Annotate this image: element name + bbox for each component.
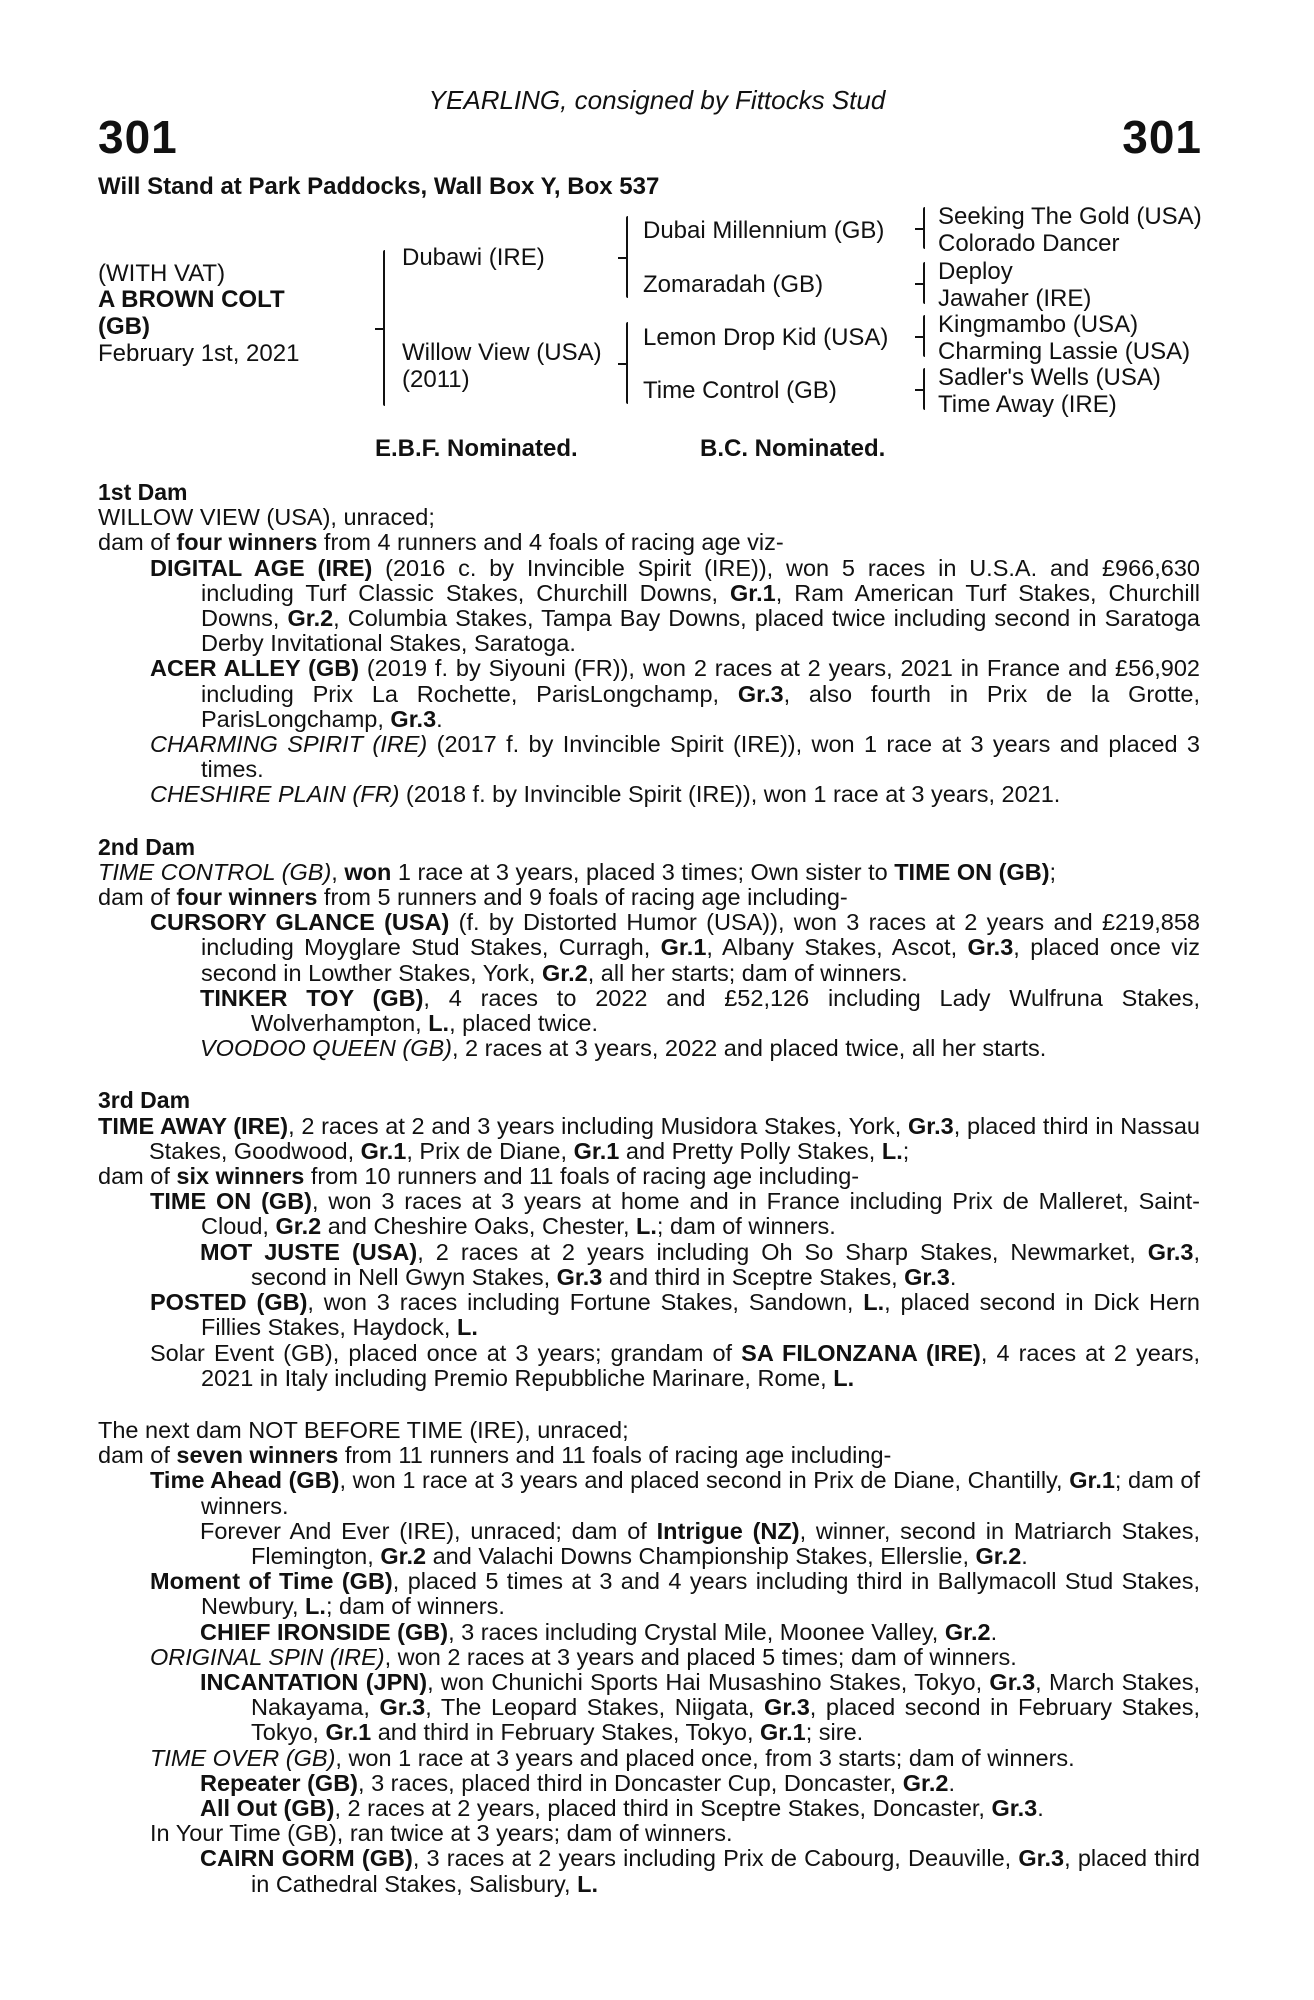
foaling-date: February 1st, 2021: [98, 340, 300, 367]
lot-number-left: 301: [98, 111, 178, 163]
third-dam-heading: 3rd Dam: [98, 1087, 191, 1114]
first-dam-name: WILLOW VIEW (USA), unraced;: [98, 504, 435, 531]
dam-name: Willow View (USA): [402, 339, 602, 366]
pedigree-brace-dam: [626, 322, 628, 404]
subject-description: A BROWN COLT: [98, 286, 285, 313]
second-dam-name: TIME CONTROL (GB), won 1 race at 3 years, placed 3 times; Own sister to TIME ON (GB);: [98, 858, 1057, 885]
first-dam-heading: 1st Dam: [98, 479, 188, 505]
produce-entry: Moment of Time (GB), placed 5 times at 3 and 4 years including third in Ballymacoll Stud Stakes, Newbury, L.; dam of winners.: [150, 1568, 1200, 1620]
produce-entry: ACER ALLEY (GB) (2019 f. by Siyouni (FR)), won 2 races at 2 years, 2021 in France and £56,902 including Prix La Rochette, ParisLongchamp, Gr.3, also fourth in Prix de la Grotte, ParisLongchamp, Gr.3.: [150, 655, 1200, 732]
subject-description-2: (GB): [98, 313, 150, 340]
dam-dam: Time Control (GB): [643, 377, 837, 404]
ancestor-3: Deploy: [938, 258, 1013, 285]
fourth-dam-produce: dam of seven winners from 11 runners and 11 foals of racing age including-: [98, 1442, 892, 1469]
produce-entry: CAIRN GORM (GB), 3 races at 2 years including Prix de Cabourg, Deauville, Gr.3, placed third in Cathedral Stakes, Salisbury, L.: [200, 1845, 1200, 1897]
produce-entry: CHESHIRE PLAIN (FR) (2018 f. by Invincible Spirit (IRE)), won 1 race at 3 years, 2021.: [150, 781, 1061, 808]
pedigree-brace-g4: [923, 368, 925, 410]
ancestor-7: Sadler's Wells (USA): [938, 364, 1161, 391]
third-dam-produce: dam of six winners from 10 runners and 11 foals of racing age including-: [98, 1163, 860, 1190]
second-dam-produce: dam of four winners from 5 runners and 9 foals of racing age including-: [98, 884, 848, 911]
produce-entry: TIME OVER (GB), won 1 race at 3 years and placed once, from 3 starts; dam of winners.: [150, 1744, 1075, 1771]
produce-entry: Time Ahead (GB), won 1 race at 3 years and placed second in Prix de Diane, Chantilly, Gr.1; dam of winners.: [150, 1467, 1200, 1519]
produce-entry: TIME ON (GB), won 3 races at 3 years at home and in France including Prix de Malleret, Saint-Cloud, Gr.2 and Cheshire Oaks, Chester, L.; dam of winners.: [150, 1188, 1200, 1240]
ancestor-2: Colorado Dancer: [938, 230, 1120, 257]
fourth-dam-name: The next dam NOT BEFORE TIME (IRE), unraced;: [98, 1416, 629, 1443]
ancestor-5: Kingmambo (USA): [938, 311, 1139, 338]
pedigree-brace-sire: [626, 216, 628, 298]
dam-sire: Lemon Drop Kid (USA): [643, 324, 889, 351]
consignment-line: YEARLING, consigned by Fittocks Stud: [428, 85, 886, 115]
produce-entry: CURSORY GLANCE (USA) (f. by Distorted Humor (USA)), won 3 races at 2 years and £219,858 including Moyglare Stud Stakes, Curragh, Gr.1, Albany Stakes, Ascot, Gr.3, placed once viz second in Lowther Stakes, York, Gr.2, all her starts; dam of winners.: [150, 909, 1200, 986]
produce-entry: CHARMING SPIRIT (IRE) (2017 f. by Invincible Spirit (IRE)), won 1 race at 3 years and placed 3 times.: [150, 731, 1201, 783]
produce-entry: In Your Time (GB), ran twice at 3 years; dam of winners.: [150, 1820, 733, 1847]
ancestor-4: Jawaher (IRE): [938, 285, 1092, 312]
stand-location: Will Stand at Park Paddocks, Wall Box Y, Box 537: [98, 173, 660, 200]
first-dam-produce: dam of four winners from 4 runners and 4 foals of racing age viz-: [98, 529, 784, 556]
produce-entry: DIGITAL AGE (IRE) (2016 c. by Invincible Spirit (IRE)), won 5 races in U.S.A. and £966,630 including Turf Classic Stakes, Churchill Downs, Gr.1, Ram American Turf Stakes, Churchill Downs, Gr.2, Columbia Stakes, Tampa Bay Downs, placed twice including second in Saratoga Derby Invitational Stakes, Saratoga.: [150, 554, 1201, 657]
produce-entry: TINKER TOY (GB), 4 races to 2022 and £52,126 including Lady Wulfruna Stakes, Wolverhampton, L., placed twice.: [200, 984, 1201, 1037]
ancestor-1: Seeking The Gold (USA): [938, 203, 1202, 230]
produce-entry: All Out (GB), 2 races at 2 years, placed third in Sceptre Stakes, Doncaster, Gr.3.: [200, 1794, 1044, 1821]
sire-name: Dubawi (IRE): [402, 244, 545, 271]
produce-entry: Repeater (GB), 3 races, placed third in Doncaster Cup, Doncaster, Gr.2.: [200, 1769, 955, 1796]
catalogue-body: [98, 480, 1200, 1897]
second-dam-heading: 2nd Dam: [98, 833, 196, 860]
vat-note: (WITH VAT): [98, 260, 226, 287]
bc-nomination: B.C. Nominated.: [700, 435, 886, 462]
produce-entry: CHIEF IRONSIDE (GB), 3 races including Crystal Mile, Moonee Valley, Gr.2.: [200, 1618, 998, 1645]
pedigree-brace-main: [383, 250, 385, 406]
produce-entry: VOODOO QUEEN (GB), 2 races at 3 years, 2022 and placed twice, all her starts.: [200, 1035, 1047, 1062]
produce-entry: ORIGINAL SPIN (IRE), won 2 races at 3 years and placed 5 times; dam of winners.: [150, 1643, 1017, 1670]
sire-dam: Zomaradah (GB): [643, 271, 824, 298]
sire-sire: Dubai Millennium (GB): [643, 217, 885, 244]
dam-year: (2011): [402, 366, 470, 393]
pedigree-brace-g1: [923, 207, 925, 249]
produce-entry: Solar Event (GB), placed once at 3 years; grandam of SA FILONZANA (IRE), 4 races at 2 years, 2021 in Italy including Premio Repubbliche Marinare, Rome, L.: [150, 1339, 1200, 1391]
produce-entry: INCANTATION (JPN), won Chunichi Sports Hai Musashino Stakes, Tokyo, Gr.3, March Stakes, Nakayama, Gr.3, The Leopard Stakes, Niigata, Gr.3, placed second in February Stakes, Tokyo, Gr.1 and third in February Stakes, Tokyo, Gr.1; sire.: [200, 1668, 1200, 1746]
pedigree-brace-g3: [923, 315, 925, 357]
ancestor-6: Charming Lassie (USA): [938, 338, 1191, 365]
ebf-nomination: E.B.F. Nominated.: [375, 435, 578, 462]
produce-entry: POSTED (GB), won 3 races including Fortune Stakes, Sandown, L., placed second in Dick Hern Fillies Stakes, Haydock, L.: [150, 1289, 1200, 1341]
produce-entry: MOT JUSTE (USA), 2 races at 2 years including Oh So Sharp Stakes, Newmarket, Gr.3, second in Nell Gwyn Stakes, Gr.3 and third in Sceptre Stakes, Gr.3.: [200, 1238, 1201, 1290]
pedigree-brace-g2: [923, 262, 925, 304]
produce-entry: Forever And Ever (IRE), unraced; dam of Intrigue (NZ), winner, second in Matriarch Stakes, Flemington, Gr.2 and Valachi Downs Championship Stakes, Ellerslie, Gr.2.: [200, 1517, 1200, 1569]
lot-number-right: 301: [1122, 111, 1202, 163]
third-dam-name: TIME AWAY (IRE), 2 races at 2 and 3 years including Musidora Stakes, York, Gr.3, placed third in Nassau Stakes, Goodwood, Gr.1, Prix de Diane, Gr.1 and Pretty Polly Stakes, L.;: [98, 1112, 1200, 1164]
ancestor-8: Time Away (IRE): [938, 391, 1117, 418]
